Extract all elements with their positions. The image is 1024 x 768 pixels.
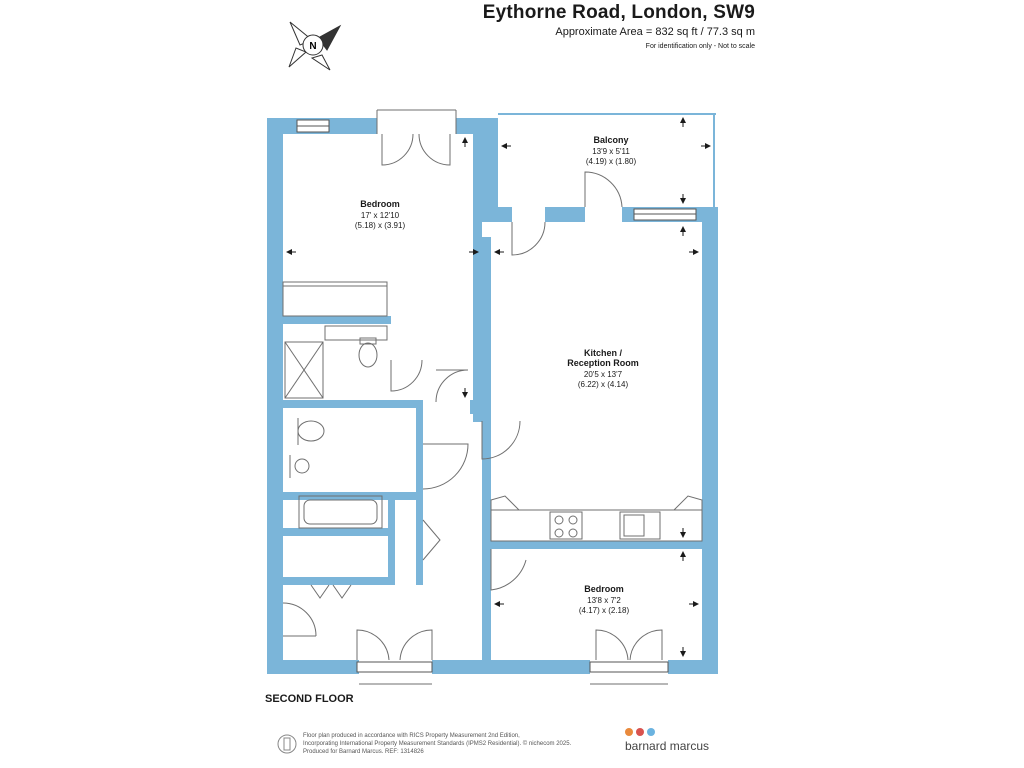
room-name: Bedroom bbox=[584, 584, 624, 594]
room-dimensions-metric: (4.17) x (2.18) bbox=[578, 606, 630, 615]
room-name: Balcony bbox=[593, 135, 629, 145]
room-name-line1: Kitchen / bbox=[583, 348, 623, 358]
property-title: Eythorne Road, London, SW9 bbox=[482, 2, 755, 23]
room-dimensions-imperial: 20'5 x 13'7 bbox=[583, 370, 623, 379]
brand-logo-icon bbox=[625, 728, 655, 736]
floor-label: SECOND FLOOR bbox=[265, 693, 354, 705]
room-name-line2: Reception Room bbox=[567, 358, 639, 368]
room-dimensions-metric: (6.22) x (4.14) bbox=[577, 380, 629, 389]
dimension-arrows bbox=[286, 117, 711, 657]
room-dimensions-imperial: 13'8 x 7'2 bbox=[587, 596, 621, 605]
room-dimensions-metric: (5.18) x (3.91) bbox=[354, 221, 406, 230]
footer-line: Floor plan produced in accordance with RICS Property Measurement 2nd Edition, bbox=[303, 733, 520, 739]
room-bedroom-2 bbox=[579, 584, 630, 615]
approximate-area: Approximate Area = 832 sq ft / 77.3 sq m bbox=[555, 26, 755, 38]
dimension-lines bbox=[292, 123, 705, 651]
room-dimensions-metric: (4.19) x (1.80) bbox=[585, 157, 637, 166]
footer-line: Incorporating International Property Measurement Standards (IPMS2 Residential). © nichecom 2025. bbox=[303, 741, 572, 747]
compass-letter: N bbox=[309, 41, 317, 52]
room-balcony bbox=[586, 135, 637, 166]
scale-note: For identification only - Not to scale bbox=[645, 43, 755, 50]
rics-icon bbox=[278, 735, 296, 753]
room-bedroom-1 bbox=[355, 199, 406, 230]
brand-name: barnard marcus bbox=[625, 739, 710, 753]
room-kitchen-reception bbox=[567, 348, 639, 389]
room-name: Bedroom bbox=[360, 199, 400, 209]
footer-disclaimer bbox=[303, 732, 623, 756]
room-dimensions-imperial: 13'9 x 5'11 bbox=[592, 147, 630, 156]
room-dimensions-imperial: 17' x 12'10 bbox=[360, 211, 400, 220]
compass-icon bbox=[289, 22, 340, 70]
walls bbox=[267, 118, 718, 674]
footer-line: Produced for Barnard Marcus. REF: 1314826 bbox=[303, 749, 424, 755]
